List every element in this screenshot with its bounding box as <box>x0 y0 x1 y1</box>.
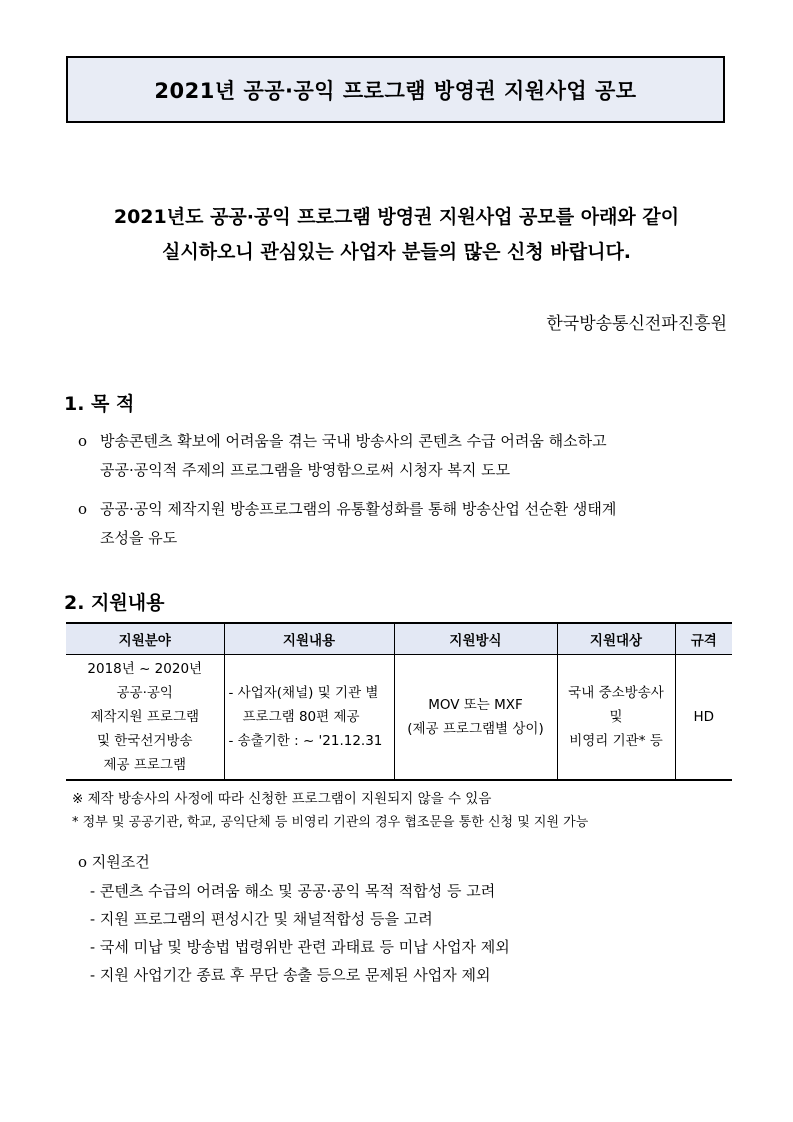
cell-line: 및 <box>609 709 623 725</box>
cell-line: 공공·공익 <box>116 685 173 701</box>
list-item: - 지원 프로그램의 편성시간 및 채널적합성 등을 고려 <box>90 910 433 928</box>
list-item: - 콘텐츠 수급의 어려움 해소 및 공공·공익 목적 적합성 등 고려 <box>90 882 496 900</box>
cell-method <box>394 655 557 781</box>
section-heading-support: 2. 지원내용 <box>64 592 165 614</box>
cell-line: - 송출기한 : ~ '21.12.31 <box>228 733 383 749</box>
cell-line: (제공 프로그램별 상이) <box>407 721 544 737</box>
purpose-bullet <box>78 495 728 553</box>
bullet-text: 조성을 유도 <box>100 529 178 547</box>
cell-line: MOV 또는 MXF <box>428 697 523 713</box>
table-footnote: * 정부 및 공공기관, 학교, 공익단체 등 비영리 기관의 경우 협조문을 통한 신청 및 지원 가능 <box>72 815 589 830</box>
bullet-mark: o <box>78 500 88 518</box>
cell-line: 프로그램 80편 제공 <box>242 709 360 725</box>
column-header: 지원내용 <box>224 623 394 655</box>
cell-line: 제작지원 프로그램 <box>90 709 200 725</box>
column-header: 지원대상 <box>557 623 675 655</box>
cell-line: 2018년 ~ 2020년 <box>87 661 203 677</box>
intro-line: 2021년도 공공·공익 프로그램 방영권 지원사업 공모를 아래와 같이 <box>113 206 680 228</box>
cell-spec: HD <box>675 655 732 781</box>
conditions-title: o 지원조건 <box>78 853 150 871</box>
cell-line: 국내 중소방송사 <box>568 685 664 701</box>
bullet-mark: o <box>78 432 88 450</box>
column-header: 규격 <box>675 623 732 655</box>
purpose-bullet <box>78 427 728 485</box>
title-box <box>66 56 725 123</box>
cell-line: 비영리 기관* 등 <box>569 733 663 749</box>
support-table <box>66 622 732 781</box>
cell-line: 및 한국선거방송 <box>96 733 193 749</box>
intro-line: 실시하오니 관심있는 사업자 분들의 많은 신청 바랍니다. <box>161 241 632 263</box>
cell-line: 제공 프로그램 <box>103 757 187 773</box>
page-title: 2021년 공공·공익 프로그램 방영권 지원사업 공모 <box>154 78 637 103</box>
list-item: - 국세 미납 및 방송법 법령위반 관련 과태료 등 미납 사업자 제외 <box>90 938 510 956</box>
cell-field <box>66 655 224 781</box>
table-header-row <box>66 623 732 655</box>
organization-name: 한국방송통신전파진흥원 <box>546 314 727 334</box>
bullet-text: 공공·공익 제작지원 방송프로그램의 유통활성화를 통해 방송산업 선순환 생태계 <box>100 500 617 518</box>
table-note: ※ 제작 방송사의 사정에 따라 신청한 프로그램이 지원되지 않을 수 있음 <box>72 791 492 807</box>
table-row <box>66 655 732 781</box>
column-header: 지원분야 <box>66 623 224 655</box>
cell-content <box>224 655 394 781</box>
list-item: - 지원 사업기간 종료 후 무단 송출 등으로 문제된 사업자 제외 <box>90 966 491 984</box>
bullet-text: 공공·공익적 주제의 프로그램을 방영함으로써 시청자 복지 도모 <box>100 461 511 479</box>
intro-text <box>60 200 733 270</box>
conditions-list <box>90 877 510 989</box>
cell-target <box>557 655 675 781</box>
bullet-text: 방송콘텐츠 확보에 어려움을 겪는 국내 방송사의 콘텐츠 수급 어려움 해소하고 <box>100 432 607 450</box>
section-heading-purpose: 1. 목 적 <box>64 393 135 415</box>
column-header: 지원방식 <box>394 623 557 655</box>
cell-line: - 사업자(채널) 및 기관 별 <box>228 685 379 701</box>
